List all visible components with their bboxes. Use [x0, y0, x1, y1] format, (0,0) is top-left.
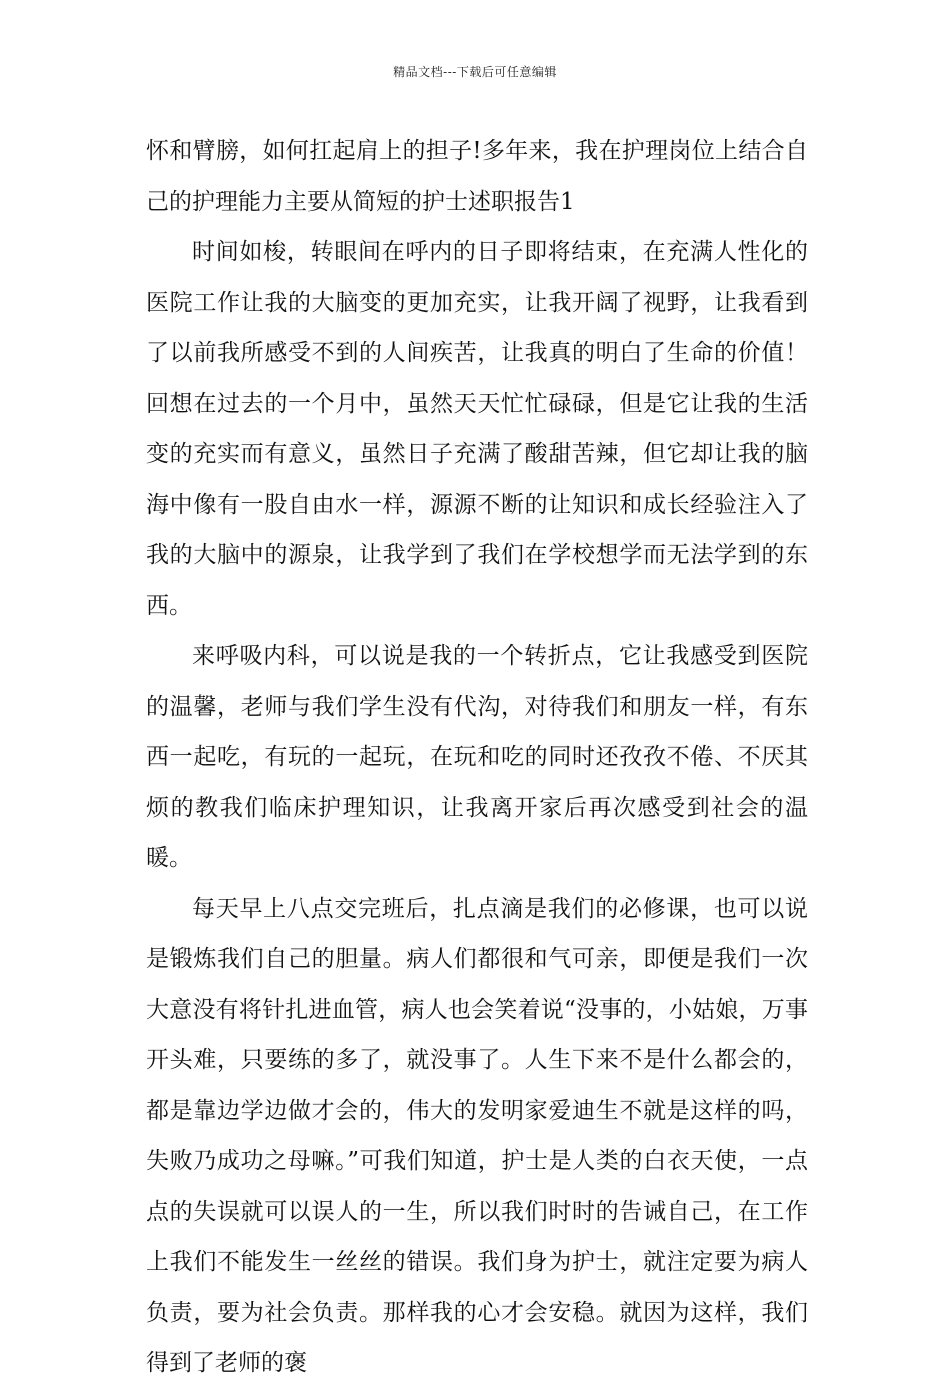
- page-header: 精品文档---下载后可任意编辑: [393, 65, 557, 79]
- paragraph-respiratory-department: 来呼吸内科，可以说是我的一个转折点，它让我感受到医院的温馨，老师与我们学生没有代沟，对待我们和朋友一样，有东西一起吃，有玩的一起玩，在玩和吃的同时还孜孜不倦、不厌其烦的教我们临床护理知识，让我离开家后再次感受到社会的温暖。: [146, 643, 808, 871]
- document-body: [146, 126, 808, 1389]
- paragraph-daily-routine: 每天早上八点交完班后，扎点滴是我们的必修课，也可以说是锻炼我们自己的胆量。病人们都很和气可亲，即便是我们一次大意没有将针扎进血管，病人也会笑着说“没事的，小姑娘，万事开头难，只要练的多了，就没事了。人生下来不是什么都会的，都是靠边学边做才会的，伟大的发明家爱迪生不就是这样的吗，失败乃成功之母嘛。”可我们知道，护士是人类的白衣天使，一点点的失误就可以误人的一生，所以我们时时的告诫自己，在工作上我们不能发生一丝丝的错误。我们身为护士，就注定要为病人负责，要为社会负责。那样我的心才会安稳。就因为这样，我们得到了老师的褒: [146, 895, 808, 1376]
- paragraph-continuation: 怀和臂膀，如何扛起肩上的担子!多年来，我在护理岗位上结合自己的护理能力主要从简短的护士述职报告1: [146, 138, 808, 215]
- paragraph-time-passing: 时间如梭，转眼间在呼内的日子即将结束，在充满人性化的医院工作让我的大脑变的更加充实，让我开阔了视野，让我看到了以前我所感受不到的人间疾苦，让我真的明白了生命的价值！回想在过去的一个月中，虽然天天忙忙碌碌，但是它让我的生活变的充实而有意义，虽然日子充满了酸甜苦辣，但它却让我的脑海中像有一股自由水一样，源源不断的让知识和成长经验注入了我的大脑中的源泉，让我学到了我们在学校想学而无法学到的东西。: [146, 239, 808, 619]
